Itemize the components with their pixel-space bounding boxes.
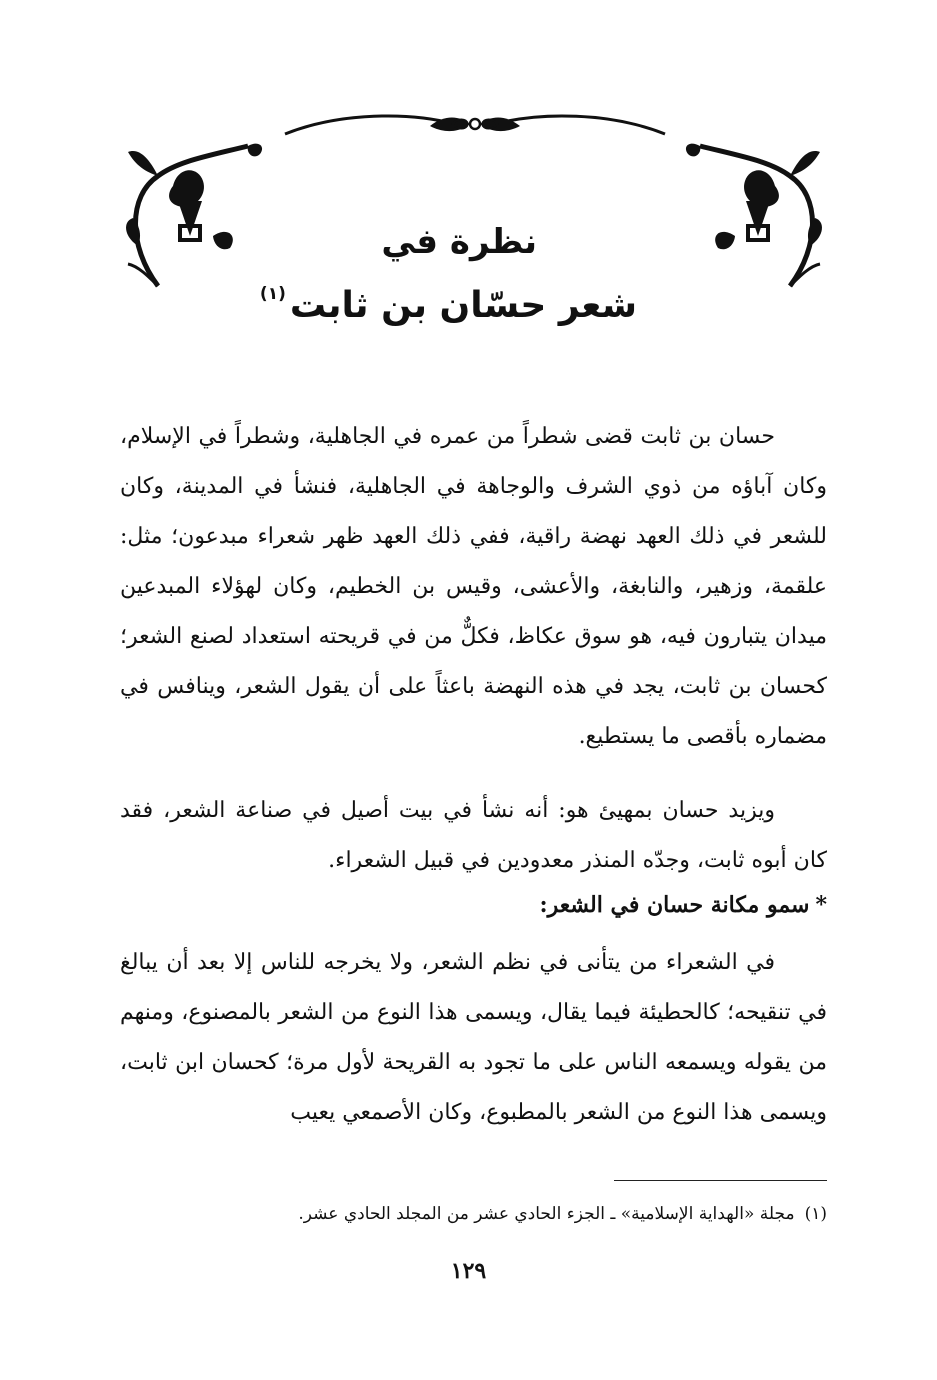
paragraph-text: حسان بن ثابت قضى شطراً من عمره في الجاهلية، وشطراً في الإسلام، وكان آباؤه من ذوي الشرف والوجاهة في الجاهلية، فنشأ في المدينة، وكان للشعر في ذلك العهد نهضة راقية، ففي ذلك العهد ظهر شعراء مبدعون؛ مثل: علقمة، وزهير، والنابغة، والأعشى، وقيس بن الخطيم، وكان لهؤلاء المبدعين ميدان يتبارون فيه، هو سوق عكاظ، فكلٌّ من في قريحته استعداد لصنع الشعر؛ كحسان بن ثابت، يجد في هذه النهضة باعثاً على أن يقول الشعر، وينافس في مضماره بأقصى ما يستطيع. [120,424,827,749]
subheading-text: سمو مكانة حسان في الشعر: [539,892,810,918]
footnote-text: مجلة «الهداية الإسلامية» ـ الجزء الحادي عشر من المجلد الحادي عشر. [298,1204,795,1224]
body-paragraph-2 [120,786,827,886]
body-paragraph-3 [120,938,827,1138]
paragraph-text: في الشعراء من يتأنى في نظم الشعر، ولا يخرجه للناس إلا بعد أن يبالغ في تنقيحه؛ كالحطيئة فيما يقال، ويسمى هذا النوع من الشعر بالمصنوع، ومنهم من يقوله ويسمعه الناس على ما تجود به القريحة لأول مرة؛ كحسان ابن ثابت، ويسمى هذا النوع من الشعر بالمطبوع، وكان الأصمعي يعيب [120,950,827,1125]
page-number: ١٢٩ [450,1258,487,1284]
paragraph-text: ويزيد حسان بمهيئ هو: أنه نشأ في بيت أصيل في صناعة الشعر، فقد كان أبوه ثابت، وجدّه المنذر معدودين في قبيل الشعراء. [120,798,827,873]
page-title-line-2 [260,284,637,326]
body-paragraph-1 [120,412,827,762]
page-title-line-1: نظرة في [381,222,537,262]
right-corner-ornament [680,126,830,290]
footnote-divider [614,1180,827,1181]
footnote-marker: (١) [804,1204,827,1224]
footnote [298,1204,827,1224]
section-subheading [540,892,827,918]
top-flourish-ornament [280,104,670,144]
title-footnote-marker: (١) [259,284,286,304]
left-corner-ornament [118,126,268,290]
asterisk-bullet: * [815,892,827,918]
page-title-line-2-text: شعر حسّان بن ثابت [289,285,637,326]
